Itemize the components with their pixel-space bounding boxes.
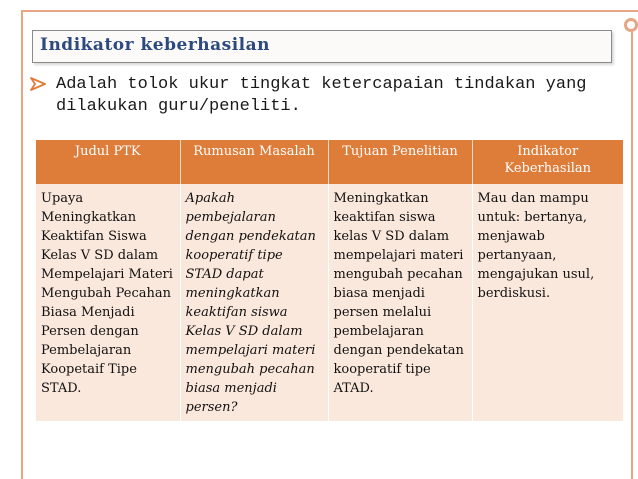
frame-top-line	[21, 10, 638, 12]
frame-corner-dot	[624, 18, 638, 32]
header-judul-ptk: Judul PTK	[36, 140, 180, 184]
table-header-row	[36, 140, 623, 184]
cell-indikator-keberhasilan: Mau dan mampu untuk: bertanya, menjawab pertanyaan, mengajukan usul, berdiskusi.	[472, 184, 623, 421]
table-row	[36, 184, 623, 421]
slide-title-box	[32, 30, 612, 63]
ptk-table	[36, 140, 623, 421]
bullet-text: Adalah tolok ukur tingkat ketercapaian tindakan yang dilakukan guru/peneliti.	[56, 75, 587, 116]
slide-title: Indikator keberhasilan	[40, 35, 271, 55]
cell-judul-ptk: Upaya Meningkatkan Keaktifan Siswa Kelas V SD dalam Mempelajari Materi Mengubah Pecahan Biasa Menjadi Persen dengan Pembelajaran Koopetaif Tipe STAD.	[36, 184, 180, 421]
cell-tujuan-penelitian: Meningkatkan keaktifan siswa kelas V SD dalam mempelajari materi mengubah pecahan biasa menjadi persen melalui pembelajaran dengan pendekatan kooperatif tipe ATAD.	[328, 184, 472, 421]
frame-right-line	[631, 32, 633, 479]
header-rumusan-masalah: Rumusan Masalah	[180, 140, 328, 184]
header-indikator-keberhasilan: Indikator Keberhasilan	[472, 140, 623, 184]
cell-rumusan-masalah: Apakah pembejalaran dengan pendekatan kooperatif tipe STAD dapat meningkatkan keaktifan siswa Kelas V SD dalam mempelajari materi mengubah pecahan biasa menjadi persen?	[180, 184, 328, 421]
header-tujuan-penelitian: Tujuan Penelitian	[328, 140, 472, 184]
frame-left-line	[21, 10, 23, 479]
bullet-arrow-icon	[30, 76, 46, 92]
